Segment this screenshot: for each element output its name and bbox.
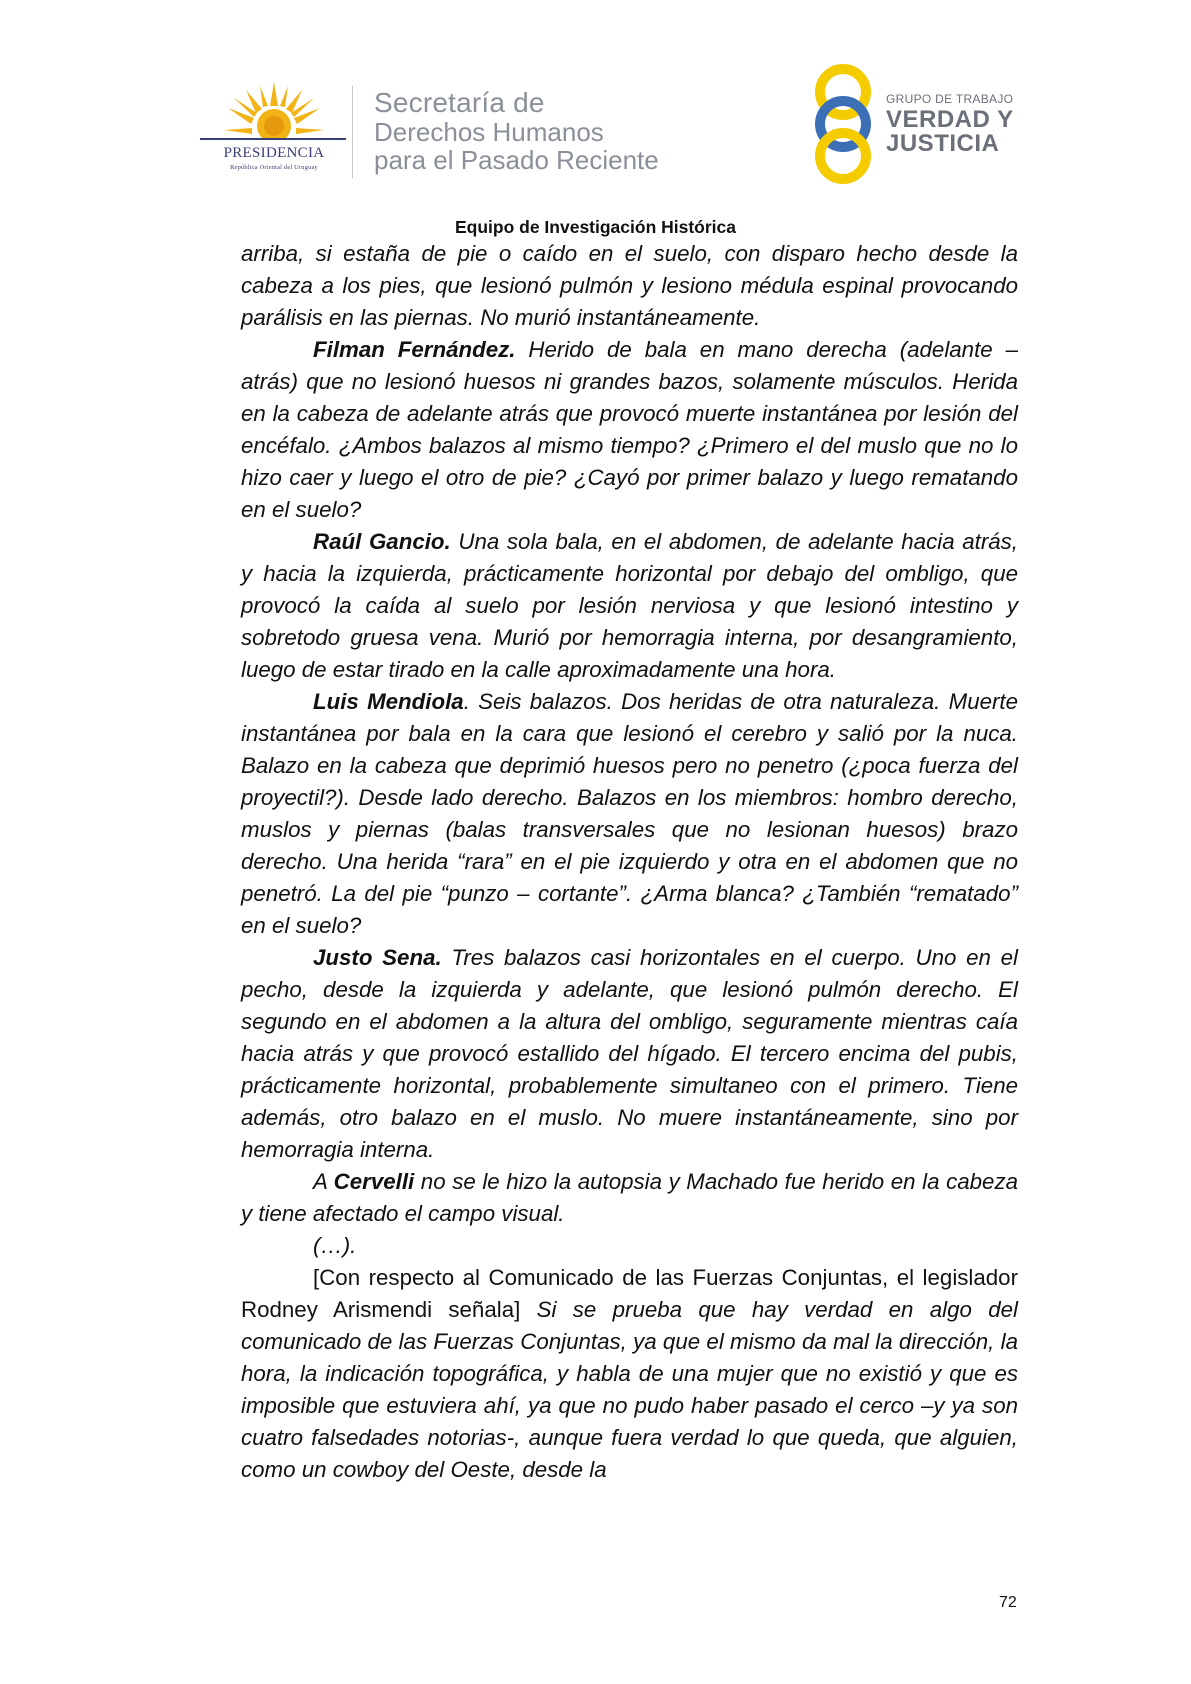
page-number: 72 bbox=[999, 1594, 1017, 1611]
secretaria-line1: Secretaría de bbox=[374, 87, 545, 118]
paragraph-text: Tres balazos casi horizontales en el cuerpo. Uno en el pecho, desde la izquierda y adelante, que lesionó pulmón derecho. El segundo en el abdomen a la altura del ombligo, seguramente mientras caía hacia atrás y que provocó estallido del hígado. El tercero encima del pubis, prácticamente horizontal, probablemente simultaneo con el primero. Tiene además, otro balazo en el muslo. No muere instantáneamente, sino por hemorragia interna. bbox=[241, 945, 1018, 1162]
paragraph-filman bbox=[241, 334, 1018, 526]
paragraph-cervelli bbox=[241, 1166, 1018, 1230]
quoted-text: Si se prueba que hay verdad en algo del comunicado de las Fuerzas Conjuntas, ya que el mismo da mal la dirección, la hora, la indicación topográfica, y habla de una mujer que no existió y que es imposible que estuviera ahí, ya que no pudo haber pasado el cerco –y ya son cuatro falsedades notorias-, aunque fuera verdad lo que queda, que alguien, como un cowboy del Oeste, desde la bbox=[241, 1297, 1019, 1482]
presidencia-logo bbox=[196, 82, 352, 182]
paragraph-text: Herido de bala en mano derecha (adelante – atrás) que no lesionó huesos ni grandes bazos, solamente músculos. Herida en la cabeza de adelante atrás que provocó muerte instantánea por lesión del encéfalo. ¿Ambos balazos al mismo tiempo? ¿Primero el del muslo que no lo hizo caer y luego el otro de pie? ¿Cayó por primer balazo y luego rematando en el suelo? bbox=[241, 337, 1018, 522]
paragraph-gancio bbox=[241, 526, 1018, 686]
paragraph-mendiola bbox=[241, 686, 1018, 942]
grupo-line2: VERDAD Y bbox=[886, 106, 1014, 133]
paragraph-sena bbox=[241, 942, 1018, 1166]
victim-name: Raúl Gancio. bbox=[313, 529, 451, 554]
paragraph-1: arriba, si estaña de pie o caído en el suelo, con disparo hecho desde la cabeza a los pies, que lesionó pulmón y lesiono médula espinal provocando parálisis en las piernas. No murió instantáneamente. bbox=[241, 241, 1018, 330]
sun-icon bbox=[224, 82, 324, 140]
paragraph-text: Una sola bala, en el abdomen, de adelante hacia atrás, y hacia la izquierda, prácticamente horizontal por debajo del ombligo, que provocó la caída al suelo por lesión nerviosa y que lesionó intestino y sobretodo gruesa vena. Murió por hemorragia interna, por desangramiento, luego de estar tirado en la calle aproximadamente una hora. bbox=[241, 529, 1018, 682]
team-title: Equipo de Investigación Histórica bbox=[454, 217, 737, 237]
secretaria-line3: para el Pasado Reciente bbox=[374, 145, 659, 175]
paragraph-arismendi bbox=[241, 1262, 1018, 1486]
victim-name: Luis Mendiola bbox=[313, 689, 464, 714]
secretaria-line2: Derechos Humanos bbox=[374, 117, 604, 147]
presidencia-rule bbox=[200, 138, 346, 140]
page-header bbox=[0, 0, 1191, 200]
grupo-trabajo-logo bbox=[808, 62, 1028, 186]
header-divider bbox=[352, 86, 353, 178]
grupo-line1: GRUPO DE TRABAJO bbox=[886, 92, 1014, 106]
grupo-line3: JUSTICIA bbox=[886, 130, 1000, 157]
paragraph-ellipsis: (…). bbox=[313, 1233, 357, 1258]
secretaria-logo-text bbox=[374, 88, 659, 174]
victim-name: Justo Sena. bbox=[313, 945, 442, 970]
linked-rings-icon bbox=[808, 62, 878, 186]
victim-name: Filman Fernández. bbox=[313, 337, 516, 362]
presidencia-name: PRESIDENCIA bbox=[223, 145, 325, 161]
paragraph-text: no se le hizo la autopsia y Machado fue herido en la cabeza y tiene afectado el campo visual. bbox=[241, 1169, 1018, 1226]
paragraph-lead: A bbox=[313, 1169, 334, 1194]
paragraph-text: . Seis balazos. Dos heridas de otra naturaleza. Muerte instantánea por bala en la cara que lesionó el cerebro y salió por la nuca. Balazo en la cabeza que deprimió huesos pero no penetro (¿poca fuerza del proyectil?). Desde lado derecho. Balazos en los miembros: hombro derecho, muslos y piernas (balas transversales que no lesionan huesos) brazo derecho. Una herida “rara” en el pie izquierdo y otra en el abdomen que no penetró. La del pie “punzo – cortante”. ¿Arma blanca? ¿También “rematado” en el suelo? bbox=[241, 689, 1019, 938]
victim-name: Cervelli bbox=[333, 1169, 415, 1194]
presidencia-subtitle: República Oriental del Uruguay bbox=[230, 164, 318, 171]
document-body bbox=[241, 238, 1018, 1486]
editorial-note: [Con respecto al Comunicado de las Fuerzas Conjuntas, el legislador Rodney Arismendi señala] bbox=[241, 1265, 1018, 1322]
